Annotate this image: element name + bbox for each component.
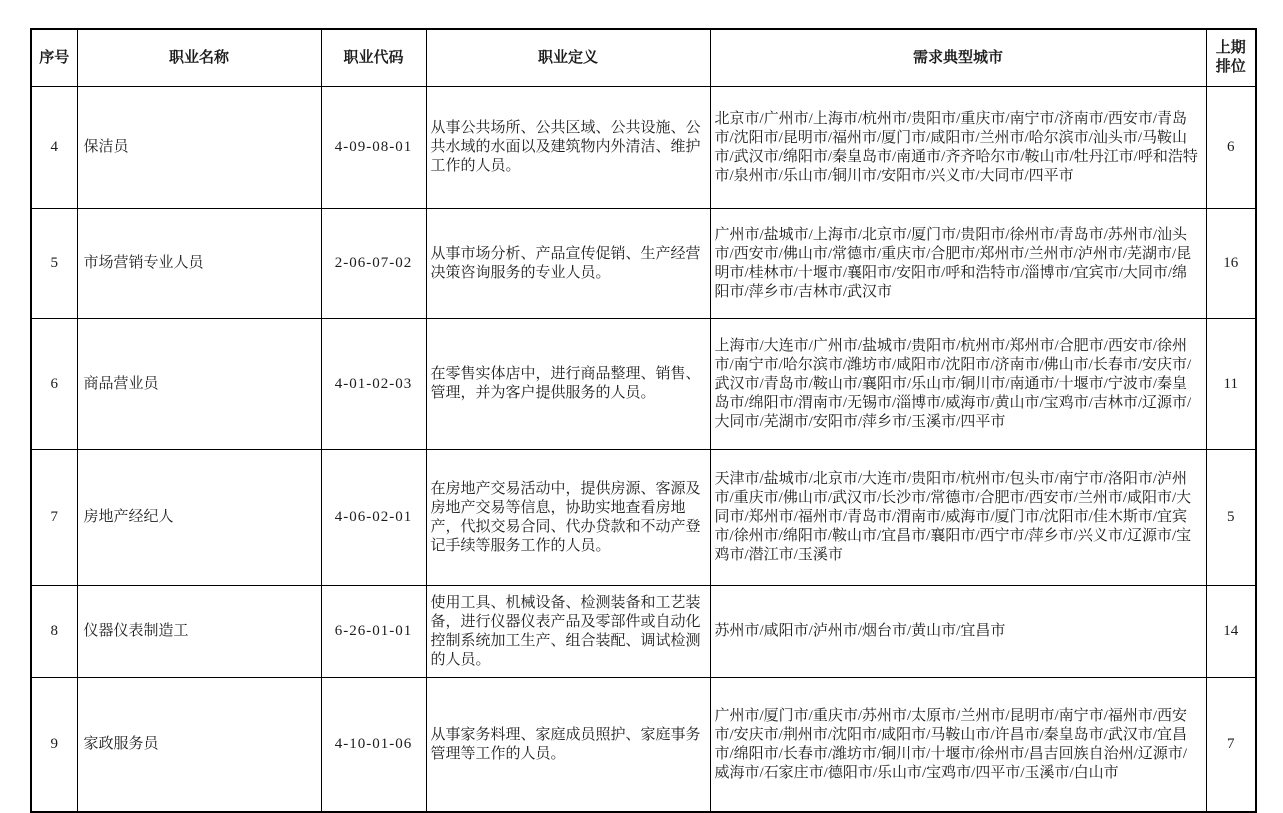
cell-rank: 14 [1206,586,1256,678]
cell-definition: 从事公共场所、公共区域、公共设施、公共水域的水面以及建筑物内外清洁、维护工作的人员。 [426,87,710,209]
table-row [31,450,1256,586]
header-occupation-name: 职业名称 [77,29,321,87]
cell-definition: 在房地产交易活动中，提供房源、客源及房地产交易等信息，协助实地查看房地产，代拟交易合同、代办贷款和不动产登记手续等服务工作的人员。 [426,450,710,586]
cell-name: 市场营销专业人员 [77,209,321,319]
cell-name: 商品营业员 [77,319,321,450]
cell-cities: 广州市/厦门市/重庆市/苏州市/太原市/兰州市/昆明市/南宁市/福州市/西安市/安庆市/荆州市/沈阳市/咸阳市/马鞍山市/许昌市/秦皇岛市/武汉市/宜昌市/绵阳市/长春市/潍坊市/铜川市/十堰市/徐州市/昌吉回族自治州/辽源市/威海市/石家庄市/德阳市/乐山市/宝鸡市/四平市/玉溪市/白山市 [710,678,1206,813]
cell-rank: 6 [1206,87,1256,209]
table-row [31,209,1256,319]
cell-rank: 5 [1206,450,1256,586]
cell-code: 6-26-01-01 [321,586,426,678]
table-row [31,678,1256,813]
cell-index: 6 [31,319,77,450]
header-occupation-code: 职业代码 [321,29,426,87]
cell-cities: 北京市/广州市/上海市/杭州市/贵阳市/重庆市/南宁市/济南市/西安市/青岛市/沈阳市/昆明市/福州市/厦门市/咸阳市/兰州市/哈尔滨市/汕头市/马鞍山市/武汉市/绵阳市/秦皇岛市/南通市/齐齐哈尔市/鞍山市/牡丹江市/呼和浩特市/泉州市/乐山市/铜川市/安阳市/兴义市/大同市/四平市 [710,87,1206,209]
header-previous-rank: 上期排位 [1206,29,1256,87]
cell-cities: 广州市/盐城市/上海市/北京市/厦门市/贵阳市/徐州市/青岛市/苏州市/汕头市/西安市/佛山市/常德市/重庆市/合肥市/郑州市/兰州市/泸州市/芜湖市/昆明市/桂林市/十堰市/襄阳市/安阳市/呼和浩特市/淄博市/宜宾市/大同市/绵阳市/萍乡市/吉林市/武汉市 [710,209,1206,319]
cell-code: 4-09-08-01 [321,87,426,209]
header-occupation-definition: 职业定义 [426,29,710,87]
cell-rank: 7 [1206,678,1256,813]
cell-rank: 16 [1206,209,1256,319]
table-row [31,319,1256,450]
table-row [31,87,1256,209]
cell-cities: 苏州市/咸阳市/泸州市/烟台市/黄山市/宜昌市 [710,586,1206,678]
cell-index: 7 [31,450,77,586]
cell-definition: 从事市场分析、产品宣传促销、生产经营决策咨询服务的专业人员。 [426,209,710,319]
cell-definition: 从事家务料理、家庭成员照护、家庭事务管理等工作的人员。 [426,678,710,813]
cell-cities: 上海市/大连市/广州市/盐城市/贵阳市/杭州市/郑州市/合肥市/西安市/徐州市/南宁市/哈尔滨市/潍坊市/咸阳市/沈阳市/济南市/佛山市/长春市/安庆市/武汉市/青岛市/鞍山市/襄阳市/乐山市/铜川市/南通市/十堰市/宁波市/秦皇岛市/绵阳市/渭南市/无锡市/淄博市/威海市/黄山市/宝鸡市/吉林市/辽源市/大同市/芜湖市/安阳市/萍乡市/玉溪市/四平市 [710,319,1206,450]
cell-name: 房地产经纪人 [77,450,321,586]
cell-definition: 使用工具、机械设备、检测装备和工艺装备，进行仪器仪表产品及零部件或自动化控制系统加工生产、组合装配、调试检测的人员。 [426,586,710,678]
cell-index: 5 [31,209,77,319]
cell-index: 8 [31,586,77,678]
cell-index: 4 [31,87,77,209]
cell-name: 家政服务员 [77,678,321,813]
cell-name: 保洁员 [77,87,321,209]
header-index: 序号 [31,29,77,87]
cell-code: 2-06-07-02 [321,209,426,319]
cell-rank: 11 [1206,319,1256,450]
table-row [31,586,1256,678]
cell-definition: 在零售实体店中，进行商品整理、销售、管理，并为客户提供服务的人员。 [426,319,710,450]
cell-code: 4-06-02-01 [321,450,426,586]
cell-cities: 天津市/盐城市/北京市/大连市/贵阳市/杭州市/包头市/南宁市/洛阳市/泸州市/重庆市/佛山市/武汉市/长沙市/常德市/合肥市/西安市/兰州市/咸阳市/大同市/郑州市/福州市/青岛市/渭南市/威海市/厦门市/沈阳市/佳木斯市/宜宾市/徐州市/绵阳市/鞍山市/宜昌市/襄阳市/西宁市/萍乡市/兴义市/辽源市/宝鸡市/潜江市/玉溪市 [710,450,1206,586]
cell-name: 仪器仪表制造工 [77,586,321,678]
table-header-row [31,29,1256,87]
cell-index: 9 [31,678,77,813]
occupation-demand-table [30,28,1257,813]
header-demand-cities: 需求典型城市 [710,29,1206,87]
cell-code: 4-01-02-03 [321,319,426,450]
cell-code: 4-10-01-06 [321,678,426,813]
